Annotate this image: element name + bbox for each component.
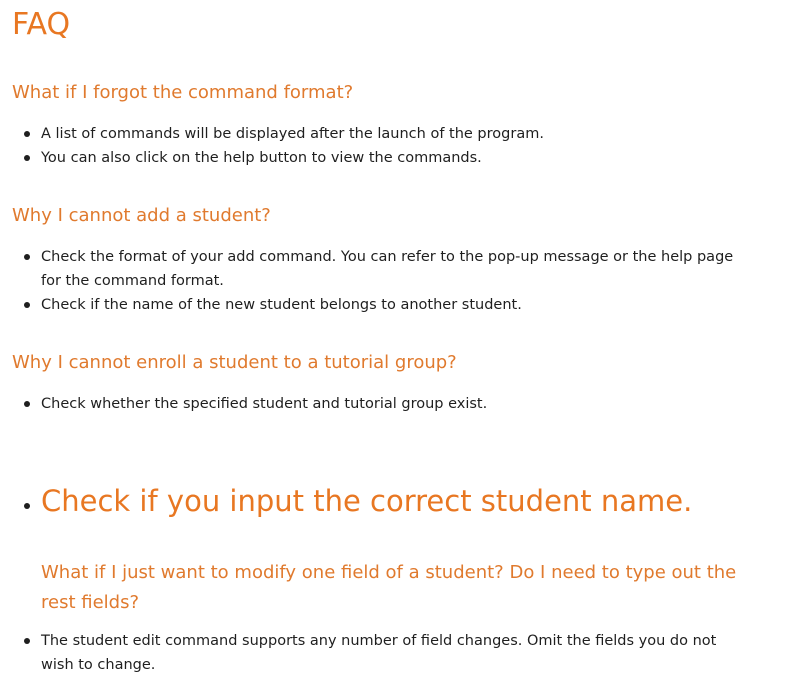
answer-text: The student edit command supports any number of field changes. Omit the fields you do not wish to change. — [41, 633, 717, 673]
list-item — [0, 392, 741, 416]
bullet-icon — [24, 503, 30, 509]
faq-answer-list-1 — [0, 122, 741, 170]
bullet-icon — [24, 155, 30, 161]
page-title: FAQ — [12, 7, 71, 42]
faq-question-4: What if I just want to modify one field of a student? Do I need to type out the rest fields? — [41, 562, 737, 613]
answer-text: Check if the name of the new student belongs to another student. — [41, 297, 522, 313]
bullet-icon — [24, 401, 30, 407]
answer-text: You can also click on the help button to view the commands. — [41, 150, 482, 166]
list-item — [0, 245, 741, 293]
answer-text: Check whether the specified student and tutorial group exist. — [41, 396, 488, 412]
faq-answer-list-3 — [0, 392, 741, 416]
list-item — [0, 293, 741, 317]
bullet-icon — [24, 638, 30, 644]
faq-answer-list-4 — [0, 629, 741, 677]
list-item — [0, 629, 741, 677]
faq-answer-list-2 — [0, 245, 741, 317]
highlight-heading: Check if you input the correct student name. — [41, 484, 693, 518]
faq-question-3: Why I cannot enroll a student to a tutorial group? — [12, 352, 457, 373]
answer-text: A list of commands will be displayed after the launch of the program. — [41, 126, 544, 142]
faq-question-2: Why I cannot add a student? — [12, 205, 271, 226]
answer-text: Check the format of your add command. You can refer to the pop-up message or the help page for the command format. — [41, 249, 734, 289]
bullet-icon — [24, 131, 30, 137]
bullet-icon — [24, 302, 30, 308]
faq-question-1: What if I forgot the command format? — [12, 82, 354, 103]
bullet-icon — [24, 254, 30, 260]
list-item — [0, 122, 741, 146]
list-item — [0, 146, 741, 170]
